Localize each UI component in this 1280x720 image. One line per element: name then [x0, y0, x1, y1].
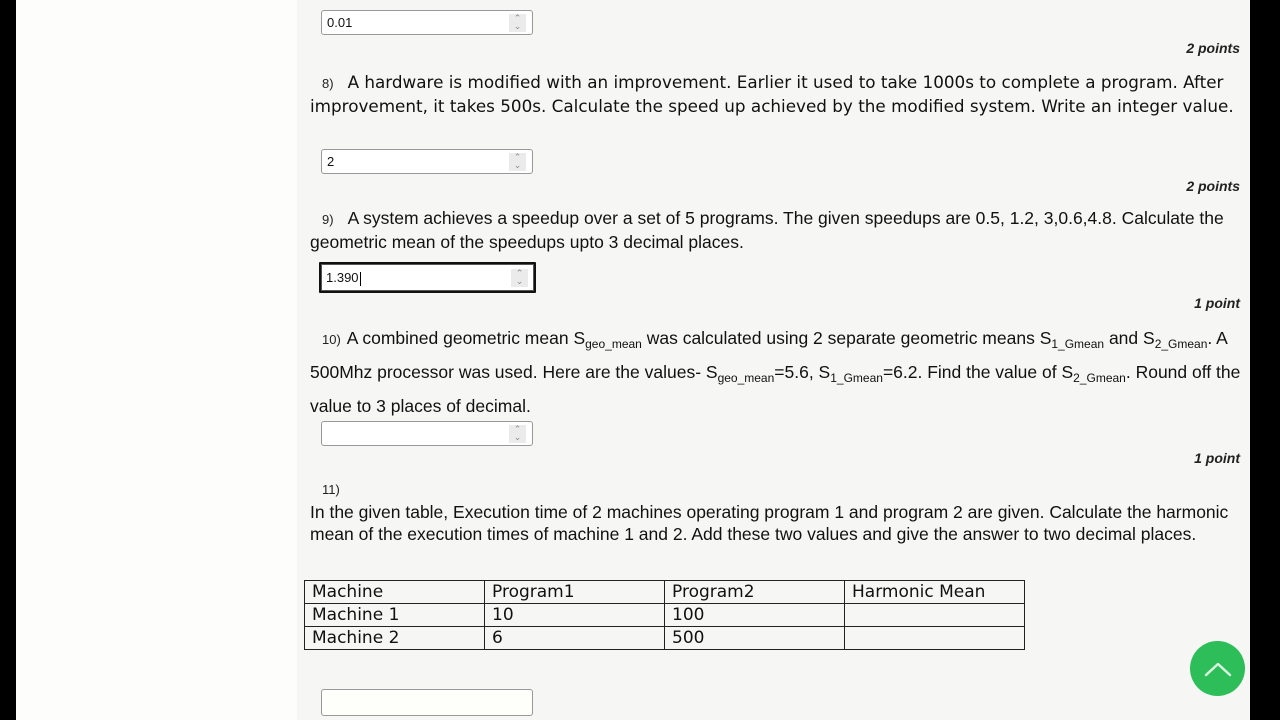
spinner-icon[interactable]: ⌃ ⌄	[511, 269, 528, 287]
q11-number-line	[310, 482, 1245, 498]
scroll-to-top-button[interactable]	[1190, 641, 1245, 696]
q10-sub-2: 1_Gmean	[1051, 337, 1105, 351]
table-row	[305, 604, 1025, 627]
table-header-cell: Program2	[665, 581, 845, 604]
table-header-row	[305, 581, 1025, 604]
q7-answer-value: 0.01	[327, 15, 353, 30]
q9-points: 1 point	[1194, 295, 1240, 311]
execution-time-table	[304, 580, 1025, 650]
table-header-cell: Machine	[305, 581, 485, 604]
q7-points: 2 points	[1186, 40, 1240, 56]
spinner-icon[interactable]: ⌃ ⌄	[509, 153, 526, 171]
q10-sub-1: geo_mean	[585, 337, 642, 351]
q10-text-7: . Round off the value to 3 places of decimal.	[310, 362, 1241, 416]
q9-question	[310, 207, 1245, 253]
q10-points: 1 point	[1194, 450, 1240, 466]
q8-answer-input[interactable]	[321, 149, 533, 174]
spinner-icon[interactable]: ⌃ ⌄	[509, 14, 526, 32]
table-row	[305, 627, 1025, 650]
q11-question: In the given table, Execution time of 2 machines operating program 1 and program 2 are given. Calculate the harmonic mean of the execution times of machine 1 and 2. Add these two values and give the answer to two decimal places.	[310, 502, 1229, 544]
q9-answer-value: 1.390	[326, 270, 359, 285]
table-cell: 500	[665, 627, 845, 650]
chevron-up-icon	[1203, 660, 1233, 678]
q10-sub-6: 2_Gmean	[1073, 371, 1126, 385]
q8-question	[310, 71, 1245, 117]
spinner-icon[interactable]: ⌃ ⌄	[509, 425, 526, 443]
q10-number: 10)	[322, 332, 341, 347]
q7-answer-input[interactable]	[321, 10, 533, 35]
table-cell: 6	[485, 627, 665, 650]
text-caret	[360, 272, 361, 286]
q10-text-3: and S	[1104, 328, 1155, 348]
q10-text-1: A combined geometric mean S	[346, 328, 586, 348]
q10-sub-4: geo_mean	[717, 371, 775, 385]
q9-text: A system achieves a speedup over a set of 5 programs. The given speedups are 0.5, 1.2, 3,0.6,4.8. Calculate the geometric mean of the speedups upto 3 decimal places.	[310, 208, 1224, 252]
table-cell	[845, 627, 1025, 650]
q10-text-5: =5.6, S	[774, 362, 831, 382]
table-cell: 10	[485, 604, 665, 627]
q10-sub-3: 2_Gmean	[1154, 337, 1208, 351]
table-cell: 100	[665, 604, 845, 627]
q8-answer-value: 2	[327, 154, 335, 169]
q11-number: 11)	[322, 482, 340, 497]
q9-number: 9)	[322, 212, 334, 227]
q8-text: A hardware is modified with an improvement. Earlier it used to take 1000s to complete a program. After improvement, it takes 500s. Calculate the speed up achieved by the modified system. Write an integer value.	[310, 72, 1234, 116]
q10-sub-5: 1_Gmean	[830, 371, 883, 385]
q8-number: 8)	[322, 76, 334, 91]
q8-points: 2 points	[1186, 178, 1240, 194]
q10-question	[310, 324, 1245, 420]
q10-text-4: . A 500Mhz processor was used. Here are the values- S	[310, 328, 1227, 382]
table-header-cell: Program1	[485, 581, 665, 604]
table-cell: Machine 1	[305, 604, 485, 627]
q10-text-2: was calculated using 2 separate geometric means S	[641, 328, 1052, 348]
q9-answer-input[interactable]	[319, 262, 536, 293]
q10-text-6: =6.2. Find the value of S	[882, 362, 1074, 382]
table-cell	[845, 604, 1025, 627]
q9-answer-field	[326, 270, 361, 286]
table-header-cell: Harmonic Mean	[845, 581, 1025, 604]
q10-answer-input[interactable]	[321, 421, 533, 446]
q11-answer-input[interactable]	[321, 689, 533, 716]
table-cell: Machine 2	[305, 627, 485, 650]
